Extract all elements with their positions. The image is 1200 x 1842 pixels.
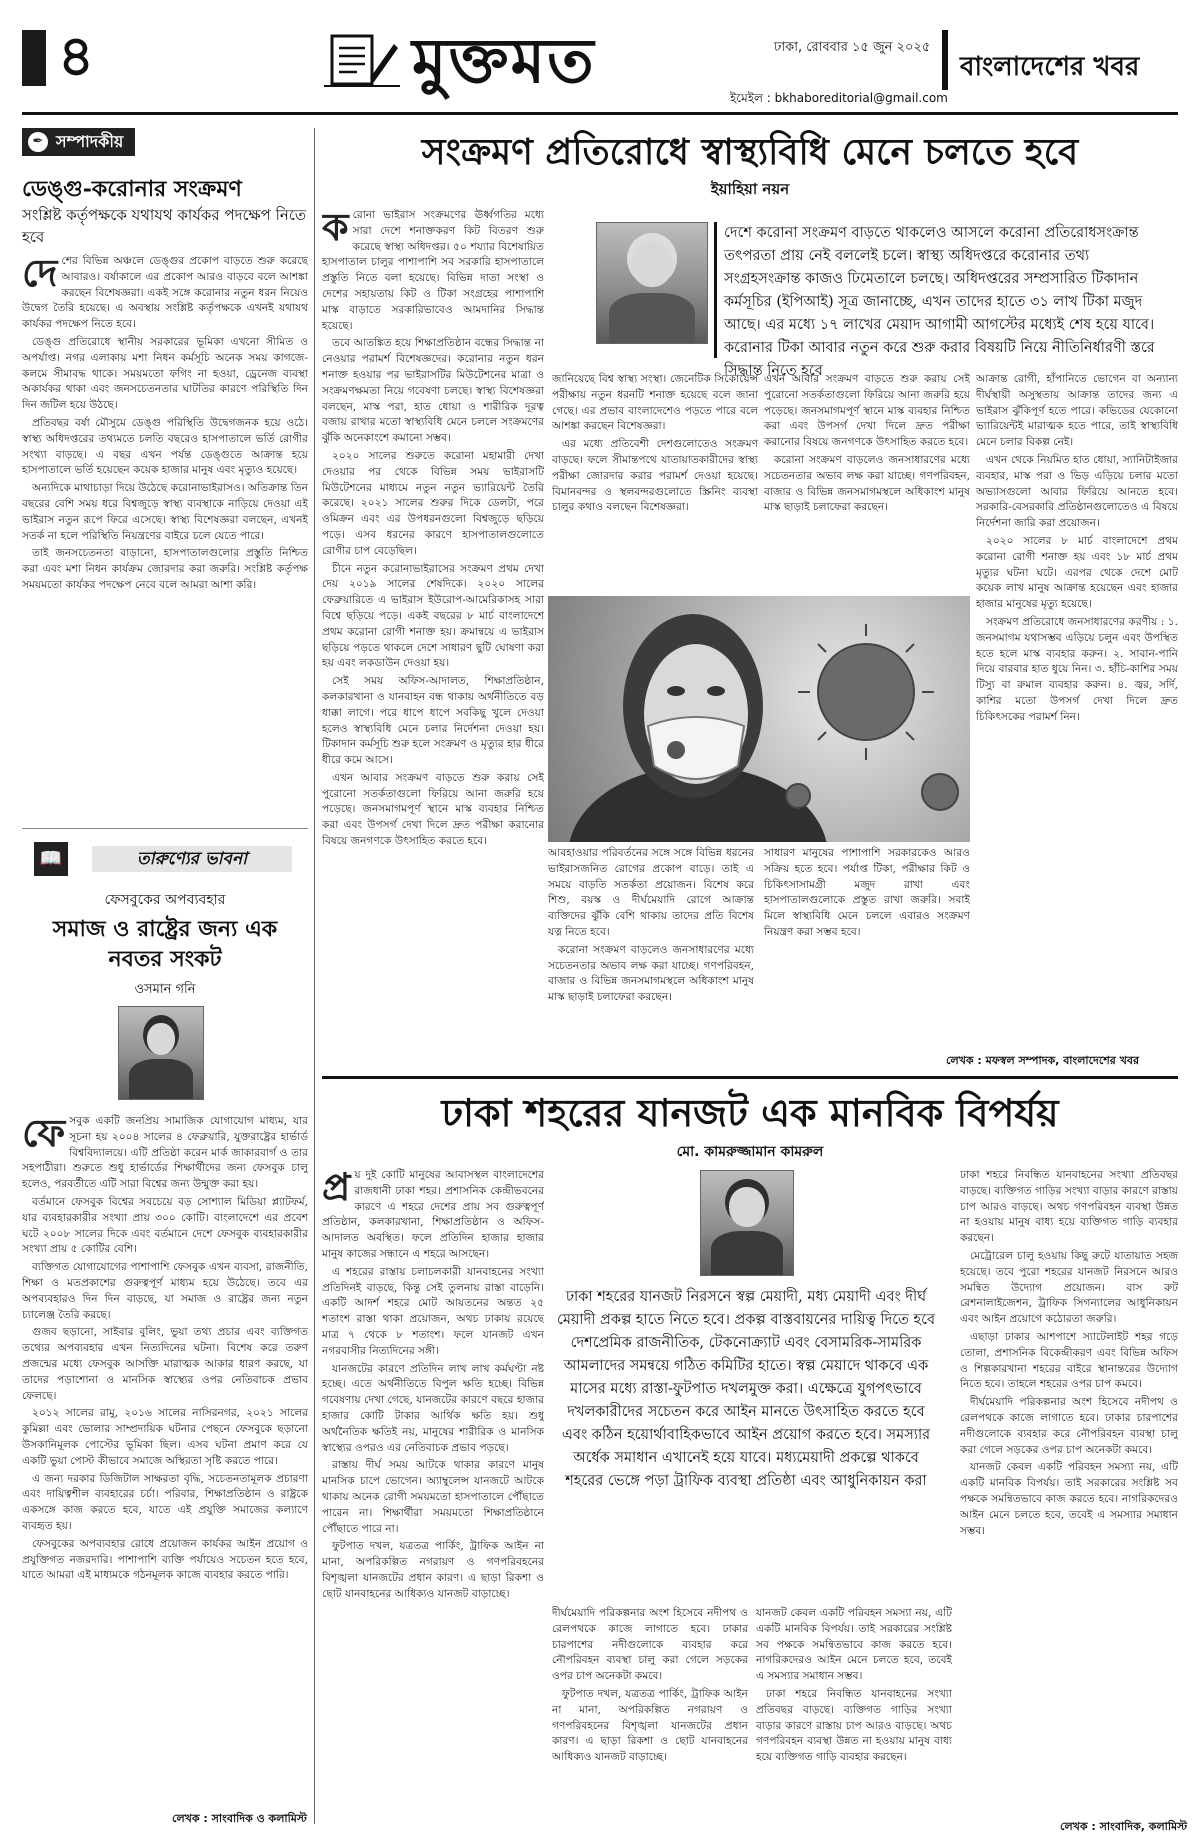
article-traffic-dropcap: প্র bbox=[322, 1168, 351, 1209]
youth-title: সমাজ ও রাষ্ট্রের জন্য এক নবতর সংকট bbox=[52, 916, 278, 972]
article-paragraph: তবে আতঙ্কিত হয়ে শিক্ষাপ্রতিষ্ঠান বন্ধের সিদ্ধান্ত না নেওয়ার পরামর্শ বিশেষজ্ঞদের। করোনার নতুন ধরন শনাক্ত হওয়ার পর ভাইরাসটির মিউটেশনের মাত্রা ও সংক্রমণক্ষমতা নিয়ে গবেষণা চলছে। স্বাস্থ্য বিশেষজ্ঞরা বলছেন, মাস্ক পরা, হাত ধোয়া ও শারীরিক দূরত্ব বজায় রাখার মতো স্বাস্থ্যবিধি মেনে চললে সংক্রমণের ঝুঁকি অনেকাংশে কমানো সম্ভব। bbox=[322, 337, 544, 445]
newspaper-name: বাংলাদেশের খবর bbox=[960, 52, 1140, 82]
article-paragraph: চীনে নতুন করোনাভাইরাসের সংক্রমণ প্রথম দেখা দেয় ২০১৯ সালের শেষদিকে। ২০২০ সালের ফেব্রুয়ারিতে এ ভাইরাস ইউরোপ-আমেরিকাসহ সারা বিশ্বে ছড়িয়ে পড়ে। একই বছরের ৮ মার্চ বাংলাদেশে প্রথম করোনা রোগী শনাক্ত হয়। ক্রমান্বয়ে এ ভাইরাস ছড়িয়ে পড়তে থাকলে দেশে সাধারণ ছুটি ঘোষণা করা হয় এবং লকডাউন দেওয়া হয়। bbox=[322, 562, 544, 670]
article-covid-footer: লেখক : মফস্বল সম্পাদক, বাংলাদেশের খবর bbox=[946, 1054, 1140, 1067]
article-paragraph: মেট্রোরেল চালু হওয়ায় কিছু রুটে যাতায়াত সহজ হয়েছে। তবে পুরো শহরের যানজট নিরসনে আরও সমন্বিত উদ্যোগ প্রয়োজন। বাস রুট রেশনালাইজেশন, ট্রাফিক সিগন্যালের আধুনিকায়ন এবং আইন প্রয়োগে কঠোরতা জরুরি। bbox=[960, 1249, 1178, 1326]
article-paragraph: সেই সময় অফিস-আদালত, শিক্ষাপ্রতিষ্ঠান, কলকারখানা ও যানবাহন বন্ধ থাকায় অর্থনীতিতে বড় ধাক্কা লাগে। পরে ধাপে ধাপে সবকিছু খুলে দেওয়া হলেও স্বাস্থ্যবিধি মেনে চলার নির্দেশনা দেওয়া হয়। টিকাদান কর্মসূচি শুরু হলে সংক্রমণ ও মৃত্যুর হার ধীরে ধীরে কমে আসে। bbox=[322, 675, 544, 767]
article-paragraph: যানজট কেবল একটি পরিবহন সমস্যা নয়, এটি একটি মানবিক বিপর্যয়। তাই সরকারের সংশ্লিষ্ট সব পক্ষকে সমন্বিতভাবে কাজ করতে হবে। নাগরিকদেরও আইন মেনে চলতে হবে, তবেই এ সমস্যার সমাধান সম্ভব। bbox=[756, 1607, 952, 1683]
masthead-rule bbox=[22, 112, 1178, 115]
editorial-paragraph: অন্যদিকে মাথাচাড়া দিয়ে উঠেছে করোনাভাইরাসও। অতিক্রান্ত তিন বছরের বেশি সময় ধরে বিশ্বজুড়ে স্বাস্থ্য ব্যবস্থাকে নাড়িয়ে দেওয়া এই ভাইরাস নতুন রূপে ফিরে এসেছে। স্বাস্থ্য বিশেষজ্ঞরা বলছেন, এখনই সতর্ক না হলে পরিস্থিতি নিয়ন্ত্রণের বাইরে চলে যেতে পারে। bbox=[22, 482, 308, 542]
article-traffic-author-photo bbox=[700, 1170, 794, 1276]
column-divider bbox=[314, 128, 315, 1824]
article-paragraph: ঢাকা শহরে নিবন্ধিত যানবাহনের সংখ্যা প্রতিবছর বাড়ছে। ব্যক্তিগত গাড়ির সংখ্যা বাড়ার কারণে রাস্তায় চাপ আরও বাড়ছে। অথচ গণপরিবহন ব্যবস্থা উন্নত না হওয়ায় মানুষ বাধ্য হয়ে ব্যক্তিগত গাড়ি ব্যবহার করছেন। bbox=[960, 1169, 1178, 1245]
article-covid-author-photo bbox=[596, 222, 708, 344]
article-paragraph: দীর্ঘমেয়াদি পরিকল্পনার অংশ হিসেবে নদীপথ ও রেলপথকে কাজে লাগাতে হবে। ঢাকার চারপাশের নদীগুলোকে ব্যবহার করে নৌপরিবহন ব্যবস্থা চালু করা গেলে সড়কের ওপর চাপ অনেকটা কমবে। bbox=[552, 1607, 748, 1683]
article-paragraph: এখন থেকে নিয়মিত হাত ধোয়া, স্যানিটাইজার ব্যবহার, মাস্ক পরা ও ভিড় এড়িয়ে চলার মতো অভ্যাসগুলো আবার ফিরিয়ে আনতে হবে। সরকারি-বেসরকারি প্রতিষ্ঠানগুলোতেও এ বিষয়ে নির্দেশনা জারি করা প্রয়োজন। bbox=[976, 453, 1178, 530]
article-traffic-pull-quote: ঢাকা শহরের যানজট নিরসনে স্বল্প মেয়াদী, মধ্য মেয়াদী এবং দীর্ঘ মেয়াদী প্রকল্প হাতে নিতে হবে। প্রকল্প বাস্তবায়নের দায়িত্ব দিতে হবে দেশপ্রেমিক রাজনীতিক, টেকনোক্র্যাট এবং বেসামরিক-সামরিক আমলাদের সমন্বয়ে গঠিত কমিটির হাতে। স্বল্প মেয়াদে থাকবে এক মাসের মধ্যে রাস্তা-ফুটপাত দখলমুক্ত করা। এক্ষেত্রে যুগপৎভাবে দখলকারীদের সচেতন করে আইন মানতে উৎসাহিত করতে হবে এবং কঠিন হয়োর্থাবাহিকভাবে আইন প্রয়োগ করতে হবে। সমস্যার অর্ধেক সমাধান এখানেই হয়ে যাবে। মধ্যমেয়াদী প্রকল্পে থাকবে শহরের ভেঙ্গে পড়া ট্রাফিক ব্যবস্থা প্রতিষ্ঠা এবং আধুনিকায়ন করা bbox=[556, 1289, 936, 1489]
article-paragraph: রাস্তায় দীর্ঘ সময় আটকে থাকার কারণে মানুষ মানসিক চাপে ভোগেন। অ্যাম্বুলেন্স যানজটে আটকে থাকায় অনেক রোগী সময়মতো হাসপাতালে পৌঁছাতে পারেন না। শিক্ষার্থীরা সময়মতো শিক্ষাপ্রতিষ্ঠানে পৌঁছাতে পারে না। bbox=[322, 1459, 544, 1535]
youth-paragraph: বর্তমানে ফেসবুক বিশ্বের সবচেয়ে বড় সোশ্যাল মিডিয়া প্ল্যাটফর্ম, যার ব্যবহারকারীর সংখ্যা প্রায় ৩০০ কোটি। বাংলাদেশে এর প্রবেশ ঘটে ২০০৮ সালের দিকে এবং বর্তমানে দেশে ফেসবুক ব্যবহারকারীর সংখ্যা প্রায় ৫ কোটির বেশি। bbox=[22, 1195, 308, 1256]
article-paragraph: আক্রান্ত রোগী, হাঁপানিতে ভোগেন বা অন্যান্য দীর্ঘস্থায়ী অসুস্থতায় আক্রান্ত তাদের জন্য এ ভাইরাস ঝুঁকিপূর্ণ হতে পারে। কভিডের যেকোনো ভ্যারিয়েন্টই মারাত্মক হতে পারে, তাই স্বাস্থ্যবিধি মেনে চলার বিকল্প নেই। bbox=[976, 373, 1178, 449]
left-sidebar bbox=[22, 128, 308, 1828]
article-covid-column-1 bbox=[322, 208, 544, 1064]
article-paragraph: আবহাওয়ার পরিবর্তনের সঙ্গে সঙ্গে বিভিন্ন ধরনের ভাইরাসজনিত রোগের প্রকোপ বাড়ে। তাই এ সময়ে বাড়তি সতর্কতা প্রয়োজন। বিশেষ করে শিশু, বয়স্ক ও দীর্ঘমেয়াদি রোগে আক্রান্ত ব্যক্তিদের ঝুঁকি বেশি থাকায় তাদের প্রতি বিশেষ যত্ন নিতে হবে। bbox=[548, 847, 754, 938]
article-paragraph: ঢাকা শহরে নিবন্ধিত যানবাহনের সংখ্যা প্রতিবছর বাড়ছে। ব্যক্তিগত গাড়ির সংখ্যা বাড়ার কারণে রাস্তায় চাপ আরও বাড়ছে। অথচ গণপরিবহন ব্যবস্থা উন্নত না হওয়ায় মানুষ বাধ্য হয়ে ব্যক্তিগত গাড়ি ব্যবহার করছেন। bbox=[756, 1687, 952, 1764]
masthead bbox=[0, 0, 1200, 118]
article-paragraph: ২০২০ সালের শুরুতে করোনা মহামারী দেখা দেওয়ার পর থেকে বিভিন্ন সময় ভাইরাসটি মিউটেশনের মাধ্যমে নতুন নতুন ভ্যারিয়েন্ট তৈরি করেছে। ২০২১ সালের শুরুর দিকে ডেলটা, পরে ওমিক্রন এবং এর উপধরনগুলো বিশ্বজুড়ে ছড়িয়ে পড়ে। এসব ধরনের কারণে হাসপাতালগুলোতে রোগীর চাপ বেড়েছিল। bbox=[322, 449, 544, 557]
article-paragraph: দীর্ঘমেয়াদি পরিকল্পনার অংশ হিসেবে নদীপথ ও রেলপথকে কাজে লাগাতে হবে। ঢাকার চারপাশের নদীগুলোকে ব্যবহার করে নৌপরিবহন ব্যবস্থা চালু করা গেলে সড়কের ওপর চাপ অনেকটা কমবে। bbox=[960, 1396, 1178, 1456]
virus-mask-photo bbox=[548, 596, 970, 842]
editorial-email[interactable]: ইমেইল : bkhaboreditorial@gmail.com bbox=[730, 91, 948, 105]
editorial-body bbox=[22, 254, 308, 814]
article-covid-pull-quote: দেশে করোনা সংক্রমণ বাড়তে থাকলেও আসলে করোনা প্রতিরোধসংক্রান্ত তৎপরতা প্রায় নেই বললেই চলে। স্বাস্থ্য অধিদপ্তরে করোনার তথ্য সংগ্রহসংক্রান্ত কাজও ঢিমেতালে চলছে। অধিদপ্তরের সম্প্রসারিত টিকাদান কর্মসূচির (ইপিআই) সূত্র জানাচ্ছে, এখন তাদের হাতে ৩১ লাখ টিকা মজুদ আছে। এর মধ্যে ১৭ লাখের মেয়াদ আগামী আগস্টের মধ্যেই শেষ হয়ে যাবে। করোনার টিকা আবার নতুন করে শুরু করার বিষয়টি নিয়ে নীতিনির্ধারণী স্তরে সিদ্ধান্ত নিতে হবে bbox=[724, 225, 1155, 379]
youth-paragraph: ফেসবুকের অপব্যবহার রোধে প্রয়োজন কার্যকর আইন প্রয়োগ ও প্রযুক্তিগত নজরদারি। পাশাপাশি ব্যক্তি পর্যায়েও সচেতন হতে হবে, যাতে আমরা এই মাধ্যমকে গঠনমূলক কাজে ব্যবহার করতে পারি। bbox=[22, 1537, 308, 1582]
article-covid-author: ইয়াহিয়া নয়ন bbox=[710, 180, 790, 198]
article-separator bbox=[322, 1076, 1178, 1079]
article-traffic-column-1 bbox=[322, 1168, 544, 1820]
issue-date: ঢাকা, রোববার ১৫ জুন ২০২৫ bbox=[774, 40, 931, 55]
article-traffic-author: মো. কামরুজ্জামান কামরুল bbox=[676, 1144, 824, 1160]
article-covid-column-4 bbox=[976, 372, 1178, 1048]
youth-badge-label: তারুণ্যের ভাবনা bbox=[92, 846, 292, 872]
article-paragraph: করোনা সংক্রমণ বাড়লেও জনসাধারণের মধ্যে সচেতনতার অভাব লক্ষ করা যাচ্ছে। গণপরিবহন, বাজার ও বিভিন্ন জনসমাগমস্থলে অধিকাংশ মানুষ মাস্ক ছাড়াই চলাফেরা করছেন। bbox=[548, 943, 754, 1004]
article-paragraph: সংক্রমণ প্রতিরোধে জনসাধারণের করণীয় : ১. জনসমাগম যথাসম্ভব এড়িয়ে চলুন এবং উপস্থিত হতে হলে মাস্ক ব্যবহার করুন। ২. সাবান-পানি দিয়ে বারবার হাত ধুয়ে নিন। ৩. হাঁচি-কাশির সময় টিস্যু বা রুমাল ব্যবহার করুন। ৪. জ্বর, সর্দি, কাশির মতো উপসর্গ দেখা দিলে দ্রুত চিকিৎসকের পরামর্শ নিন। bbox=[976, 615, 1178, 723]
masthead-divider bbox=[942, 30, 948, 90]
article-covid-title: সংক্রমণ প্রতিরোধে স্বাস্থ্যবিধি মেনে চলতে হবে bbox=[421, 131, 1079, 173]
article-traffic-column-4 bbox=[960, 1168, 1178, 1808]
article-covid-dropcap: ক bbox=[322, 208, 349, 249]
editorial-badge-label: সম্পাদকীয় bbox=[56, 132, 124, 151]
article-covid-column-3-top bbox=[764, 372, 970, 592]
brand-name: মুক্তমত bbox=[412, 24, 596, 97]
editorial-paragraph: প্রতিবছর বর্ষা মৌসুমে ডেঙ্গু পরিস্থিতি উদ্বেগজনক হয়ে ওঠে। স্বাস্থ্য অধিদপ্তরের তথ্যমতে চলতি বছরেও হাসপাতালে ভর্তি রোগীর সংখ্যা বাড়ছে। এ বছর এখন পর্যন্ত ডেঙ্গুতে আক্রান্ত হয়ে হাসপাতালে ভর্তি হয়েছেন কয়েক হাজার মানুষ এবং মৃত্যুও হয়েছে। bbox=[22, 416, 308, 477]
article-covid-column-2-bottom bbox=[548, 846, 754, 1064]
article-paragraph: যানজটের কারণে প্রতিদিন লাখ লাখ কর্মঘণ্টা নষ্ট হচ্ছে। এতে অর্থনীতিতে বিপুল ক্ষতি হচ্ছে। বিভিন্ন গবেষণায় দেখা গেছে, যানজটের কারণে বছরে হাজার হাজার কোটি টাকার আর্থিক ক্ষতি হয়। শুধু অর্থনৈতিক ক্ষতিই নয়, মানুষের শারীরিক ও মানসিক স্বাস্থ্যের ওপরও এর নেতিবাচক প্রভাব পড়ছে। bbox=[322, 1362, 544, 1454]
article-traffic-footer: লেখক : সাংবাদিক, কলামিস্ট bbox=[1060, 1820, 1188, 1833]
paper-and-pen-icon bbox=[322, 26, 402, 90]
article-paragraph: যানজট কেবল একটি পরিবহন সমস্যা নয়, এটি একটি মানবিক বিপর্যয়। তাই সরকারের সংশ্লিষ্ট সব পক্ষকে সমন্বিতভাবে কাজ করতে হবে। নাগরিকদেরও আইন মেনে চলতে হবে, তবেই এ সমস্যার সমাধান সম্ভব। bbox=[960, 1461, 1178, 1537]
article-paragraph: সাধারণ মানুষের পাশাপাশি সরকারকেও আরও সক্রিয় হতে হবে। পর্যাপ্ত টিকা, পরীক্ষার কিট ও চিকিৎসাসামগ্রী মজুদ রাখা এবং হাসপাতালগুলোকে প্রস্তুত রাখা জরুরি। সবাই মিলে স্বাস্থ্যবিধি মেনে চললে এবারও সংক্রমণ নিয়ন্ত্রণ করা সম্ভব হবে। bbox=[764, 847, 970, 938]
youth-paragraph: সবুক একটি জনপ্রিয় সামাজিক যোগাযোগ মাধ্যম, যার সূচনা হয় ২০০৪ সালের ৪ ফেব্রুয়ারি, যুক্তরাষ্ট্রের হার্ভার্ড বিশ্ববিদ্যালয়ে। এটি প্রতিষ্ঠা করেন মার্ক জাকারবার্গ ও তার সহপাঠীরা। শুরুতে শুধু হার্ভার্ডের শিক্ষার্থীদের জন্য ফেসবুক চালু হলেও, পরবর্তীতে এটি সারা বিশ্বের জন্য উন্মুক্ত করা হয়। bbox=[22, 1115, 308, 1191]
article-covid-quote-bar bbox=[714, 222, 717, 358]
pen-nib-icon: ✒ bbox=[28, 132, 48, 152]
article-traffic-column-2 bbox=[552, 1606, 748, 1820]
article-paragraph: রোনা ভাইরাস সংক্রমণের ঊর্ধ্বগতির মধ্যে সারা দেশে শনাক্তকরণ কিট বিতরণ শুরু করেছে স্বাস্থ্য অধিদপ্তর। ৫০ শয্যার বিশেষায়িত হাসপাতাল চালুর পাশাপাশি সব সরকারি হাসপাতালে প্রস্তুতি নিতে বলা হয়েছে। বিভিন্ন দাতা সংস্থা ও দেশের সহায়তায় কিট ও টিকা সংগ্রহের পাশাপাশি মাস্ক বাড়াতে সরকারিভাবেও আমদানির সিদ্ধান্ত হয়েছে। bbox=[322, 209, 544, 332]
youth-paragraph: ২০১২ সালের রামু, ২০১৬ সালের নাসিরনগর, ২০২১ সালের কুমিল্লা এবং ভোলার সাম্প্রদায়িক ঘটনার পেছনে ফেসবুকে ছড়ানো উসকানিমূলক পোস্টের ভূমিকা ছিল। এসব ঘটনা প্রমাণ করে যে একটি ভুয়া পোস্ট কীভাবে সমাজে অস্থিরতা সৃষ্টি করতে পারে। bbox=[22, 1407, 308, 1467]
article-traffic-title: ঢাকা শহরের যানজট এক মানবিক বিপর্যয় bbox=[441, 1090, 1059, 1135]
youth-kicker: ফেসবুকের অপব্যবহার bbox=[104, 892, 226, 908]
editorial-title: ডেঙ্গু-করোনার সংক্রমণ bbox=[22, 176, 242, 202]
youth-body bbox=[22, 1114, 308, 1804]
article-paragraph: এখন আবার সংক্রমণ বাড়তে শুরু করায় সেই পুরোনো সতর্কতাগুলো ফিরিয়ে আনা জরুরি হয়ে পড়েছে। জনসমাগমপূর্ণ স্থানে মাস্ক ব্যবহার নিশ্চিত করা এবং উপসর্গ দেখা দিলে দ্রুত পরীক্ষা করানোর বিষয়ে জনগণকে উৎসাহিত করতে হবে। bbox=[764, 373, 970, 449]
editorial-paragraph: ডেঙ্গু প্রতিরোধে স্থানীয় সরকারের ভূমিকা এখনো সীমিত ও অপর্যাপ্ত। নগর এলাকায় মশা নিধন কর্মসূচি অনেক সময় কাগজে-কলমে সীমাবদ্ধ থাকে। সময়মতো ফগিং না হওয়া, ড্রেনেজ ব্যবস্থা অকার্যকর থাকা এবং জনসচেতনতার ঘাটতির কারণে পরিস্থিতি দিন দিন জটিল হয়ে উঠছে। bbox=[22, 335, 308, 412]
article-traffic-column-3 bbox=[756, 1606, 952, 1820]
article-paragraph: ফুটপাত দখল, যত্রতত্র পার্কিং, ট্রাফিক আইন না মানা, অপরিকল্পিত নগরায়ণ ও গণপরিবহনের বিশৃঙ্খলা যানজটের প্রধান কারণ। এ ছাড়া রিকশা ও ছোট যানবাহনের আধিক্যও যানজট বাড়াচ্ছে। bbox=[552, 1687, 748, 1764]
article-covid-column-2-top bbox=[552, 372, 758, 592]
article-paragraph: এ শহরের রাস্তায় চলাচলকারী যানবাহনের সংখ্যা প্রতিদিনই বাড়ছে, কিন্তু সেই তুলনায় রাস্তা বাড়েনি। একটি আদর্শ শহরে মোট আয়তনের অন্তত ২৫ শতাংশ রাস্তা থাকা প্রয়োজন, অথচ ঢাকায় রয়েছে মাত্র ৭ থেকে ৮ শতাংশ। ফলে যানজট এখন নগরবাসীর নিত্যদিনের সঙ্গী। bbox=[322, 1265, 544, 1357]
editorial-dropcap: দে bbox=[22, 254, 58, 295]
sidebar-divider bbox=[22, 828, 308, 829]
youth-paragraph: ব্যক্তিগত যোগাযোগের পাশাপাশি ফেসবুক এখন ব্যবসা, রাজনীতি, শিক্ষা ও মতপ্রকাশের গুরুত্বপূর্ণ মাধ্যম হয়ে উঠেছে। তবে এর অপব্যবহারও দিন দিন বাড়ছে, যা সমাজ ও রাষ্ট্রের জন্য নতুন চ্যালেঞ্জ তৈরি করছে। bbox=[22, 1261, 308, 1321]
article-paragraph: জানিয়েছে বিশ্ব স্বাস্থ্য সংস্থা। জেনেটিক সিকোয়েন্স পরীক্ষায় নতুন ধরনটি শনাক্ত হয়েছে বলে জানা গেছে। এর প্রভাব বাংলাদেশেও পড়তে পারে বলে আশঙ্কা করছেন বিশেষজ্ঞরা। bbox=[552, 373, 758, 433]
article-paragraph: ২০২০ সালের ৮ মার্চ বাংলাদেশে প্রথম করোনা রোগী শনাক্ত হয় এবং ১৮ মার্চ প্রথম মৃত্যুর ঘটনা ঘটে। এরপর থেকে দেশে মোট কয়েক লাখ মানুষ আক্রান্ত হয়েছেন এবং হাজার হাজার মানুষের মৃত্যু হয়েছে। bbox=[976, 534, 1178, 611]
article-paragraph: এর মধ্যে প্রতিবেশী দেশগুলোতেও সংক্রমণ বাড়ছে। ফলে সীমান্তপথে যাতায়াতকারীদের স্বাস্থ্য পরীক্ষা জোরদার করার পরামর্শ দেওয়া হয়েছে। বিমানবন্দর ও স্থলবন্দরগুলোতে স্ক্রিনিং ব্যবস্থা চালুর কথাও বলছেন বিশেষজ্ঞরা। bbox=[552, 438, 758, 514]
youth-paragraph: এ জন্য দরকার ডিজিটাল সাক্ষরতা বৃদ্ধি, সচেতনতামূলক প্রচারণা এবং দায়িত্বশীল ব্যবহারের চর্চা। পরিবার, শিক্ষাপ্রতিষ্ঠান ও রাষ্ট্রকে একসঙ্গে কাজ করতে হবে, যাতে এই প্রযুক্তি সমাজের কল্যাণে ব্যবহৃত হয়। bbox=[22, 1472, 308, 1532]
editorial-paragraph: শের বিভিন্ন অঞ্চলে ডেঙ্গুর প্রকোপ বাড়তে শুরু করেছে আবারও। বর্ষাকালে এর প্রকোপ আরও বাড়বে বলে আশঙ্কা করছেন বিশেষজ্ঞরা। একই সঙ্গে করোনার নতুন ধরন নিয়েও উদ্বেগ তৈরি হয়েছে। এ অবস্থায় সংশ্লিষ্ট কর্তৃপক্ষকে এখনই যথাযথ কার্যকর পদক্ষেপ নিতে হবে। bbox=[22, 255, 308, 331]
article-paragraph: ফুটপাত দখল, যত্রতত্র পার্কিং, ট্রাফিক আইন না মানা, অপরিকল্পিত নগরায়ণ ও গণপরিবহনের বিশৃঙ্খলা যানজটের প্রধান কারণ। এ ছাড়া রিকশা ও ছোট যানবাহনের আধিক্যও যানজট বাড়াচ্ছে। bbox=[322, 1540, 544, 1600]
editorial-paragraph: তাই জনসচেতনতা বাড়ানো, হাসপাতালগুলোর প্রস্তুতি নিশ্চিত করা এবং মশা নিধন কার্যক্রম জোরদার করা জরুরি। সংশ্লিষ্ট কর্তৃপক্ষ সময়মতো কার্যকর পদক্ষেপ নেবে বলে আমরা আশা করি। bbox=[22, 547, 308, 591]
youth-paragraph: গুজব ছড়ানো, সাইবার বুলিং, ভুয়া তথ্য প্রচার এবং ব্যক্তিগত তথ্যের অপব্যবহার এখন নিত্যদিনের ঘটনা। বিশেষ করে তরুণ প্রজন্মের মধ্যে ফেসবুক আসক্তি মারাত্মক আকার ধারণ করছে, যা তাদের পড়াশোনা ও মানসিক স্বাস্থ্যের ওপর নেতিবাচক প্রভাব ফেলছে। bbox=[22, 1326, 308, 1402]
page-number: ৪ bbox=[46, 22, 106, 92]
article-covid-column-3-bottom bbox=[764, 846, 970, 1064]
youth-badge bbox=[22, 842, 308, 876]
article-paragraph: এছাড়া ঢাকার আশপাশে স্যাটেলাইট শহর গড়ে তোলা, প্রশাসনিক বিকেন্দ্রীকরণ এবং বিভিন্ন অফিস ও শিল্পকারখানা শহরের বাইরে স্থানান্তরের উদ্যোগ নিতে হবে। তাহলে শহরের ওপর চাপ কমবে। bbox=[960, 1330, 1178, 1391]
editorial-subtitle: সংশ্লিষ্ট কর্তৃপক্ষকে যথাযথ কার্যকর পদক্ষেপ নিতে হবে bbox=[22, 206, 307, 246]
article-paragraph: করোনা সংক্রমণ বাড়লেও জনসাধারণের মধ্যে সচেতনতার অভাব লক্ষ করা যাচ্ছে। গণপরিবহন, বাজার ও বিভিন্ন জনসমাগমস্থলে অধিকাংশ মানুষ মাস্ক ছাড়াই চলাফেরা করছেন। bbox=[764, 453, 970, 514]
article-paragraph: এখন আবার সংক্রমণ বাড়তে শুরু করায় সেই পুরোনো সতর্কতাগুলো ফিরিয়ে আনা জরুরি হয়ে পড়েছে। জনসমাগমপূর্ণ স্থানে মাস্ক ব্যবহার নিশ্চিত করা এবং উপসর্গ দেখা দিলে দ্রুত পরীক্ষা করানোর বিষয়ে জনগণকে উৎসাহিত করতে হবে। bbox=[322, 771, 544, 848]
youth-author-photo bbox=[118, 1006, 204, 1100]
woman-mask-illustration bbox=[548, 596, 970, 842]
youth-dropcap: ফে bbox=[22, 1114, 66, 1155]
editorial-badge bbox=[22, 128, 135, 156]
youth-footer: লেখক : সাংবাদিক ও কলামিস্ট bbox=[172, 1812, 307, 1825]
article-paragraph: য় দুই কোটি মানুষের আবাসস্থল বাংলাদেশের রাজধানী ঢাকা শহর। প্রশাসনিক কেন্দ্রীভবনের কারণে এ শহরে দেশের প্রায় সব গুরুত্বপূর্ণ প্রতিষ্ঠান, কলকারখানা, শিক্ষাপ্রতিষ্ঠান ও অফিস-আদালত অবস্থিত। ফলে প্রতিদিন হাজার হাজার মানুষ কাজের সন্ধানে এ শহরে আসছেন। bbox=[322, 1169, 544, 1260]
open-book-icon: 📖 bbox=[34, 842, 68, 876]
youth-author: ওসমান গনি bbox=[134, 982, 196, 997]
